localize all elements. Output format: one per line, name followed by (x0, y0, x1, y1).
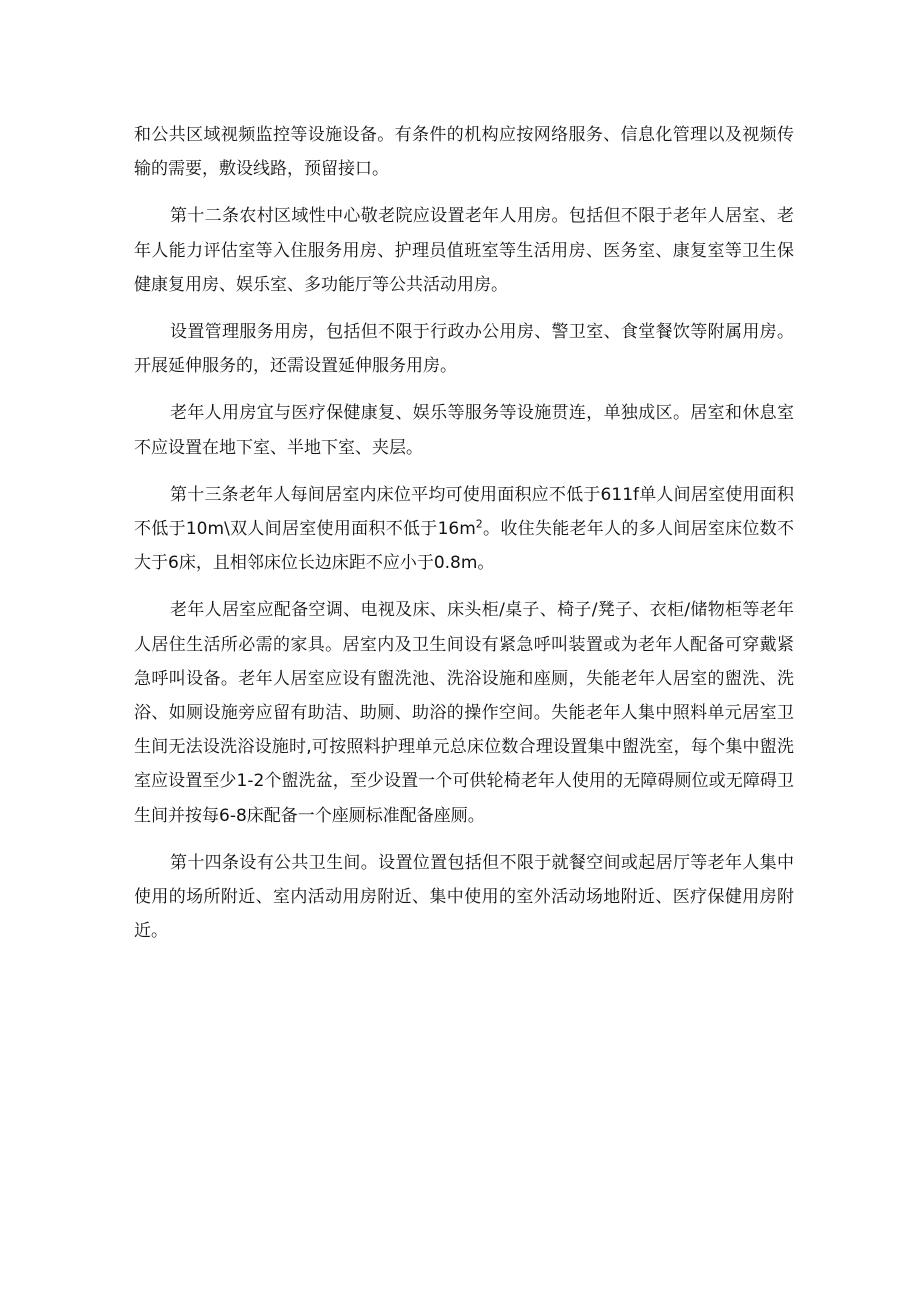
paragraph-article-14: 第十四条设有公共卫生间。设置位置包括但不限于就餐空间或起居厅等老年人集中使用的场所附近、室内活动用房附近、集中使用的室外活动场地附近、医疗保健用房附近。 (134, 852, 794, 942)
article-13-text: 第十三条老年人每间居室内床位平均可使用面积应不低于611f单人间居室使用面积不低于10m\双人间居室使用面积不低于16m (134, 484, 794, 540)
paragraph-room-layout: 老年人用房宜与医疗保健康复、娱乐等服务等设施贯连，单独成区。居室和休息室不应设置在地下室、半地下室、夹层。 (134, 403, 794, 458)
paragraph-article-12: 第十二条农村区域性中心敬老院应设置老年人用房。包括但不限于老年人居室、老年人能力评估室等入住服务用房、护理员值班室等生活用房、医务室、康复室等卫生保健康复用房、娱乐室、多功能厅等公共活动用房。 (134, 206, 794, 295)
paragraph-facilities-continued: 和公共区域视频监控等设施设备。有条件的机构应按网络服务、信息化管理以及视频传输的需要，敷设线路，预留接口。 (134, 125, 794, 180)
article-13-text-cont: 。收住失能老年人的多人间居室床位数不大于6床，且相邻床位长边床距不应小于0.8m。 (134, 519, 794, 574)
paragraph-article-13 (134, 478, 794, 581)
paragraph-management-rooms: 设置管理服务用房，包括但不限于行政办公用房、警卫室、食堂餐饮等附属用房。开展延伸服务的，还需设置延伸服务用房。 (134, 322, 794, 377)
superscript-square: 2 (475, 517, 483, 531)
document-body (134, 118, 794, 961)
paragraph-room-furniture: 老年人居室应配备空调、电视及床、床头柜/桌子、椅子/凳子、衣柜/储物柜等老年人居住生活所必需的家具。居室内及卫生间设有紧急呼叫装置或为老年人配备可穿戴紧急呼叫设备。老年人居室应设有盥洗池、洗浴设施和座厕，失能老年人居室的盥洗、洗浴、如厕设施旁应留有助洁、助厕、助浴的操作空间。失能老年人集中照料单元居室卫生间无法设洗浴设施时,可按照料护理单元总床位数合理设置集中盥洗室，每个集中盥洗室应设置至少1-2个盥洗盆，至少设置一个可供轮椅老年人使用的无障碍厕位或无障碍卫生间并按每6-8床配备一个座厕标准配备座厕。 (134, 600, 794, 826)
